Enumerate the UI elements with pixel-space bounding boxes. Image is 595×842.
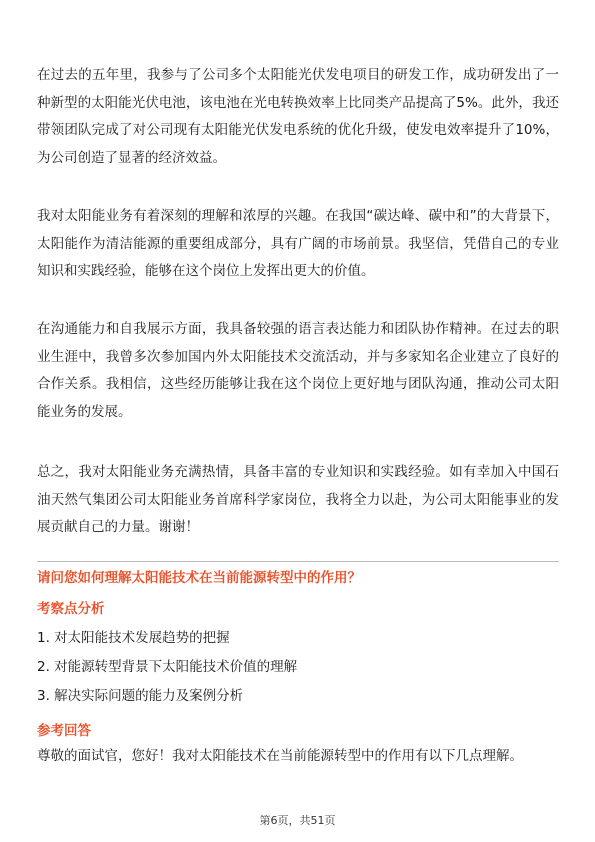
list-item: 2. 对能源转型背景下太阳能技术价值的理解 [37,659,298,675]
analysis-heading: 考察点分析 [37,601,105,617]
interview-question: 请问您如何理解太阳能技术在当前能源转型中的作用？ [37,570,361,586]
reference-answer: 尊敬的面试官，您好！我对太阳能技术在当前能源转型中的作用有以下几点理解。 [37,748,523,764]
paragraph-communication: 在沟通能力和自我展示方面，我具备较强的语言表达能力和团队协作精神。在过去的职业生涯中，我曾多次参加国内外太阳能技术交流活动，并与多家知名企业建立了良好的合作关系。我相信，这些经历能够让我在这个岗位上更好地与团队沟通，推动公司太阳能业务的发展。 [37,321,559,420]
list-item: 1. 对太阳能技术发展趋势的把握 [37,630,230,646]
paragraph-conclusion: 总之，我对太阳能业务充满热情，具备丰富的专业知识和实践经验。如有幸加入中国石油天然气集团公司太阳能业务首席科学家岗位，我将全力以赴，为公司太阳能事业的发展贡献自己的力量。谢谢！ [37,464,559,535]
section-divider [37,561,559,562]
paragraph-experience: 在过去的五年里，我参与了公司多个太阳能光伏发电项目的研发工作，成功研发出了一种新型的太阳能光伏电池，该电池在光电转换效率上比同类产品提高了5%。此外，我还带领团队完成了对公司现有太阳能光伏发电系统的优化升级，使发电效率提升了10%，为公司创造了显著的经济效益。 [37,67,559,166]
analysis-list [37,624,297,711]
list-item: 3. 解决实际问题的能力及案例分析 [37,688,244,704]
reference-heading: 参考回答 [37,723,91,739]
paragraph-interest: 我对太阳能业务有着深刻的理解和浓厚的兴趣。在我国“碳达峰、碳中和”的大背景下，太阳能作为清洁能源的重要组成部分，具有广阔的市场前景。我坚信，凭借自己的专业知识和实践经验，能够在这个岗位上发挥出更大的价值。 [37,208,559,279]
page-number: 第6页，共51页 [259,814,336,827]
